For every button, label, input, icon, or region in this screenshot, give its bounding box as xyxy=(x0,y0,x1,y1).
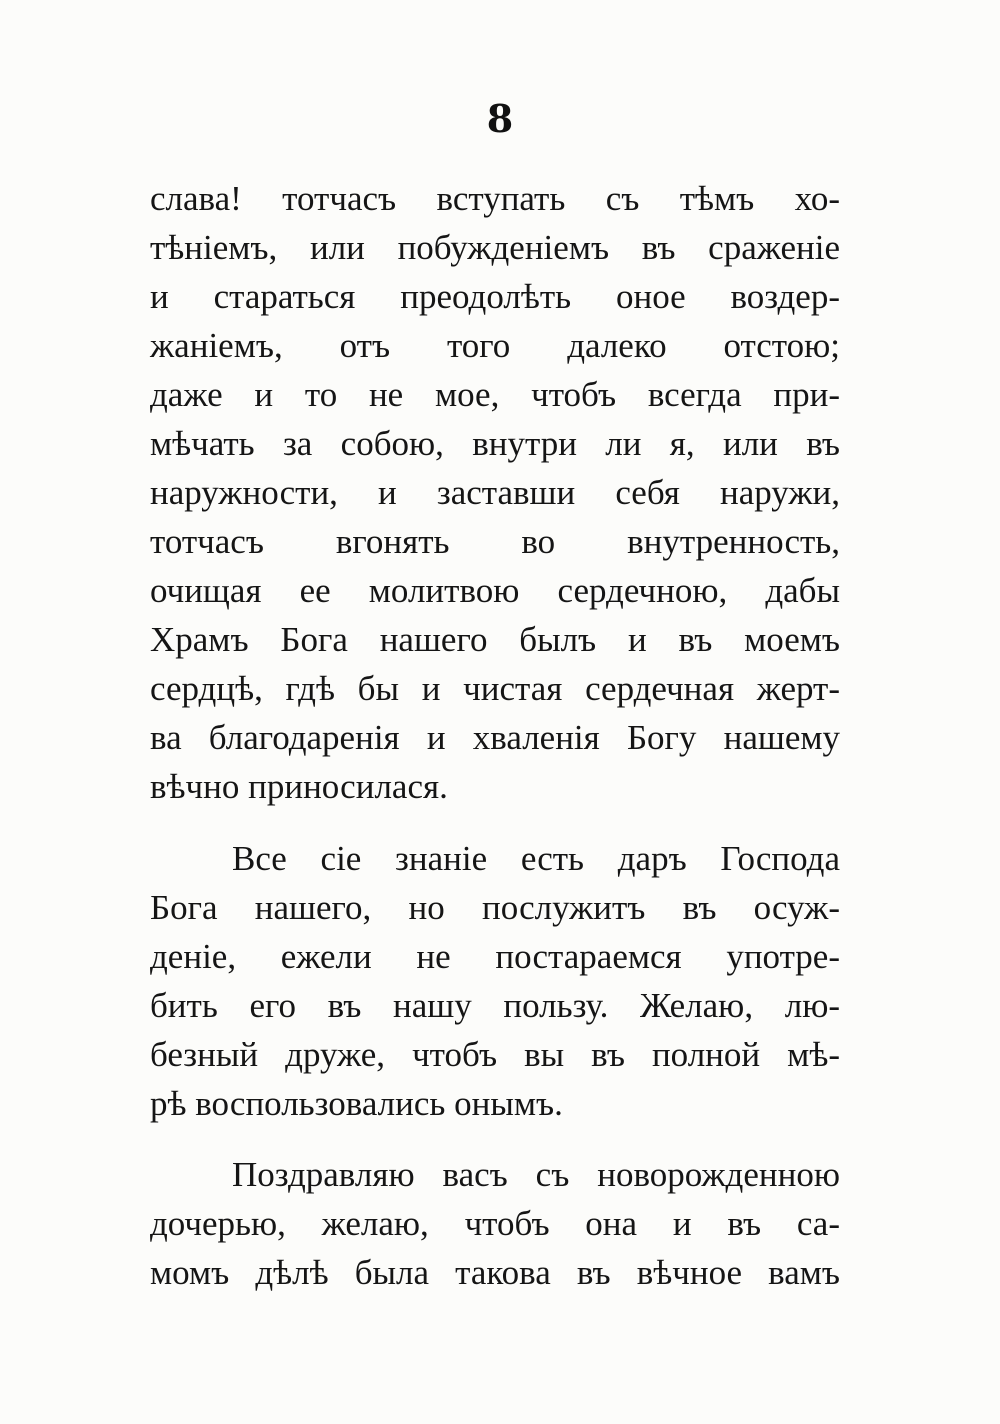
text-line: безный друже, чтобъ вы въ полной мѣ- xyxy=(150,1035,840,1074)
text-line: тотчасъ вгонять во внутренность, xyxy=(150,522,840,561)
text-line: мѣчать за собою, внутри ли я, или въ xyxy=(150,424,840,463)
text-line: сердцѣ, гдѣ бы и чистая сердечная жерт- xyxy=(150,669,840,708)
paragraph-1 xyxy=(150,174,840,811)
page-number: 8 xyxy=(486,96,514,141)
text-line: момъ дѣлѣ была такова въ вѣчное вамъ xyxy=(150,1253,840,1292)
text-line: рѣ воспользовались онымъ. xyxy=(150,1084,563,1123)
text-line: Все сіе знаніе есть даръ Господа xyxy=(232,839,840,878)
text-line: Бога нашего, но послужитъ въ осуж- xyxy=(150,888,840,927)
text-line: слава! тотчасъ вступать съ тѣмъ хо- xyxy=(150,179,840,218)
text-line: дочерью, желаю, чтобъ она и въ са- xyxy=(150,1204,840,1243)
text-line: вѣчно приносилася. xyxy=(150,767,448,806)
text-line: очищая ее молитвою сердечною, дабы xyxy=(150,571,840,610)
text-line: бить его въ нашу пользу. Желаю, лю- xyxy=(150,986,840,1025)
text-line: ва благодаренія и хваленія Богу нашему xyxy=(150,718,840,757)
text-line: Храмъ Бога нашего былъ и въ моемъ xyxy=(150,620,840,659)
text-line: и стараться преодолѣть оное воздер- xyxy=(150,277,840,316)
text-line: жаніемъ, отъ того далеко отстою; xyxy=(150,326,840,365)
text-line: тѣніемъ, или побужденіемъ въ сраженіе xyxy=(150,228,840,267)
text-line: наружности, и заставши себя наружи, xyxy=(150,473,840,512)
paragraph-3 xyxy=(150,1150,840,1297)
text-line: даже и то не мое, чтобъ всегда при- xyxy=(150,375,840,414)
text-line: Поздравляю васъ съ новорожденною xyxy=(232,1155,840,1194)
paragraph-2 xyxy=(150,834,840,1128)
text-line: деніе, ежели не постараемся употре- xyxy=(150,937,840,976)
